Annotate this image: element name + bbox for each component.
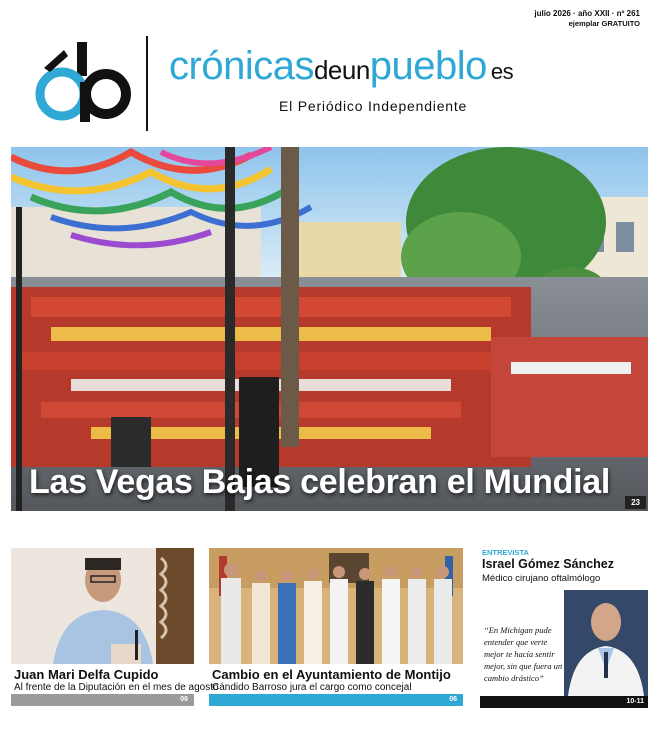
story-page-bar: 06 [11, 694, 194, 706]
interview-label: ENTREVISTA [482, 548, 529, 557]
brand-part-es: es [490, 59, 514, 84]
interview-quote: “En Michigan pude entender que verte mejor te hacía sentir mejor, sin que fuera un cambio drástico” [484, 625, 563, 683]
story-title: Cambio en el Ayuntamiento de Montijo [212, 667, 451, 682]
story-card-montijo[interactable] [209, 548, 463, 708]
hero-photo [11, 147, 648, 511]
brand-part-deun: deun [313, 55, 370, 85]
brand-part-pueblo: pueblo [369, 44, 487, 88]
story-title: Juan Mari Delfa Cupido [14, 667, 159, 682]
masthead [34, 36, 634, 132]
free-copy-label: ejemplar GRATUITO [568, 19, 640, 28]
brand-wordmark [169, 44, 513, 94]
story-photo-montijo [209, 548, 463, 664]
interview-photo [564, 590, 648, 696]
interview-page-bar: 10-11 [480, 696, 648, 708]
issue-info [534, 9, 640, 29]
hero-story[interactable] [11, 147, 648, 511]
story-subtitle: Cándido Barroso jura el cargo como concejal [212, 682, 412, 693]
story-photo-delfa [11, 548, 194, 664]
issue-line: julio 2026 · año XXII · nº 261 [534, 9, 640, 18]
hero-page-number: 23 [625, 496, 646, 509]
tagline: El Periódico Independiente [279, 98, 468, 114]
interview-box[interactable] [480, 546, 648, 708]
story-card-delfa[interactable] [11, 548, 219, 708]
brand-part-cronicas: crónicas [169, 44, 314, 88]
story-page-bar: 06 [209, 694, 463, 706]
story-subtitle: Al frente de la Diputación en el mes de agosto [14, 682, 219, 693]
interview-name: Israel Gómez Sánchez [482, 557, 615, 571]
logo-divider [146, 36, 148, 131]
interview-role: Médico cirujano oftalmólogo [482, 573, 601, 584]
hero-headline: Las Vegas Bajas celebran el Mundial [29, 463, 610, 501]
newspaper-logo-icon [34, 42, 134, 124]
